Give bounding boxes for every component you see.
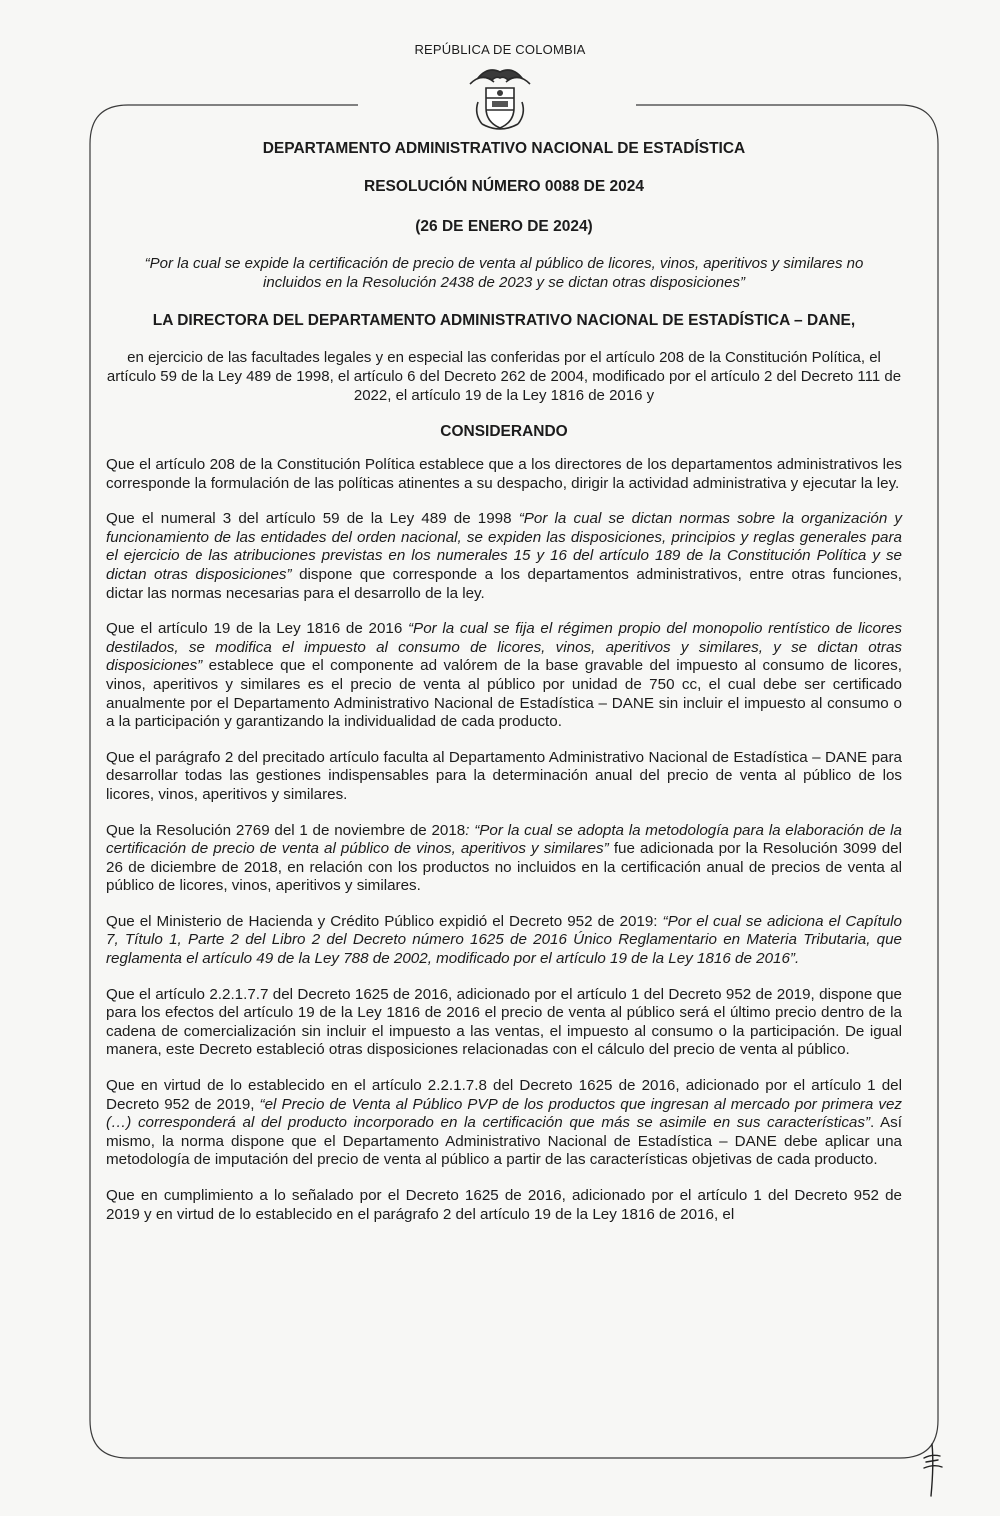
paragraph-text: Que el parágrafo 2 del precitado artículo faculta al Departamento Administrativo Nacional de Estadística – DANE para desarrollar todas las gestiones indispensables para la determinación anual del precio de venta al público de los licores, vinos, aperitivos y similares. xyxy=(106,748,902,803)
paragraph-text: Que el numeral 3 del artículo 59 de la Ley 489 de 1998 xyxy=(106,510,519,528)
handwritten-initial-signature xyxy=(918,1440,948,1500)
quoted-law-title: : “Por la cual se adopta la metodología para la elaboración de la certificación de precio de venta al público de vinos, aperitivos y similares” xyxy=(106,821,903,858)
document-body xyxy=(106,134,902,1224)
department-heading: DEPARTAMENTO ADMINISTRATIVO NACIONAL DE ESTADÍSTICA xyxy=(262,140,746,157)
paragraph-text: establece que el componente ad valórem de la base gravable del impuesto al consumo de licores, vinos, aperitivos y similares es el precio de venta al público por unidad de 750 cc, el cual debe ser certificado anualmente por el Departamento Administrativo Nacional de Estadística – DANE sin incluir el impuesto al consumo o a la participación y garantizando la individualidad de cada producto. xyxy=(106,657,902,731)
quoted-law-title: “Por la cual se fija el régimen propio del monopolio rentístico de licores destilados, se modifica el impuesto al consumo de licores, vinos, aperitivos y similares, y se dictan otras disposiciones” xyxy=(106,620,902,675)
quoted-law-title: “Por la cual se dictan normas sobre la organización y funcionamiento de las entidades del orden nacional, se expiden las disposiciones, principios y reglas generales para el ejercicio de las atribuciones previstas en los numerales 15 y 16 del artículo 189 de la Constitución Política y se dictan otras disposiciones” xyxy=(106,510,902,583)
considerando-paragraph-9 xyxy=(106,1187,902,1224)
paragraph-text: Que el artículo 19 de la Ley 1816 de 2016 xyxy=(106,620,408,638)
resolution-date: (26 DE ENERO DE 2024) xyxy=(415,218,593,235)
paragraph-text: . Así mismo, la norma dispone que el Departamento Administrativo Nacional de Estadística – DANE debe aplicar una metodología de imputación del precio de venta al público a partir de las características objetivas de cada producto. xyxy=(106,1114,902,1169)
republic-label: REPÚBLICA DE COLOMBIA xyxy=(414,42,586,57)
quoted-law-title: “Por el cual se adiciona el Capítulo 7, Título 1, Parte 2 del Libro 2 del Decreto número 1625 de 2016 Único Reglamentario en Materia Tributaria, que reglamenta el artículo 49 de la Ley 788 de 2002, modificado por el artículo 19 de la Ley 1816 de 2016”. xyxy=(106,912,902,968)
legal-powers-paragraph: en ejercicio de las facultades legales y en especial las conferidas por el artículo 208 de la Constitución Política, el artículo 59 de la Ley 489 de 1998, el artículo 6 del Decreto 262 de 2004, modificado por el artículo 2 del Decreto 111 de 2022, el artículo 19 de la Ley 1816 de 2016 y xyxy=(106,349,902,404)
paragraph-text: dispone que corresponde a los departamentos administrativos, entre otras funciones, dictar las normas necesarias para el desarrollo de la ley. xyxy=(106,565,902,602)
considerando-heading: CONSIDERANDO xyxy=(440,423,568,440)
paragraph-text: fue adicionada por la Resolución 3099 del 26 de diciembre de 2018, en relación con los productos no incluidos en la certificación anual de precios de venta al público de licores, vinos, aperitivos y similares. xyxy=(106,840,902,895)
considerando-paragraph-4 xyxy=(106,749,902,805)
quoted-decree-text: “el Precio de Venta al Público PVP de los productos que ingresan al mercado por primera vez (…) corresponderá al del producto incorporado en la certificación que más se asimile en sus características” xyxy=(106,1095,903,1132)
considerando-paragraph-3 xyxy=(106,620,902,732)
resolution-title: “Por la cual se expide la certificación de precio de venta al público de licores, vinos, aperitivos y similares no incluidos en la Resolución 2438 de 2023 y se dictan otras disposiciones” xyxy=(144,255,864,291)
paragraph-text: Que el Ministerio de Hacienda y Crédito Público expidió el Decreto 952 de 2019: xyxy=(106,912,663,930)
paragraph-text: Que en virtud de lo establecido en el artículo 2.2.1.7.8 del Decreto 1625 de 2016, adicionado por el artículo 1 del Decreto 952 de 2019, xyxy=(106,1077,902,1113)
paragraph-text: Que el artículo 208 de la Constitución Política establece que a los directores de los departamentos administrativos les corresponde la formulación de las políticas atinentes a su despacho, dirigir la actividad administrativa y ejecutar la ley. xyxy=(106,456,902,492)
considerando-paragraph-6 xyxy=(106,913,902,969)
paragraph-text: Que la Resolución 2769 del 1 de noviembre de 2018 xyxy=(106,821,466,839)
considerando-paragraph-7 xyxy=(106,986,902,1060)
resolution-number: RESOLUCIÓN NÚMERO 0088 DE 2024 xyxy=(364,178,644,195)
considerando-paragraph-8 xyxy=(106,1077,902,1170)
considerando-paragraph-1 xyxy=(106,456,902,493)
paragraph-text: Que el artículo 2.2.1.7.7 del Decreto 1625 de 2016, adicionado por el artículo 1 del Decreto 952 de 2019, dispone que para los efectos del artículo 19 de la Ley 1816 de 2016 el precio de venta al público será el último precio dentro de la cadena de comercialización sin incluir el impuesto a las ventas, el impuesto al consumo o la participación. De igual manera, este Decreto estableció otras disposiciones relacionadas con el cálculo del precio de venta al público. xyxy=(106,985,902,1059)
considerando-paragraph-5 xyxy=(106,822,902,896)
paragraph-text: Que en cumplimiento a lo señalado por el Decreto 1625 de 2016, adicionado por el artículo 1 del Decreto 952 de 2019 y en virtud de lo establecido en el parágrafo 2 del artículo 19 de la Ley 1816 de 2016, el xyxy=(106,1187,902,1223)
director-heading: LA DIRECTORA DEL DEPARTAMENTO ADMINISTRATIVO NACIONAL DE ESTADÍSTICA – DANE, xyxy=(152,312,856,329)
considerando-paragraph-2 xyxy=(106,510,902,603)
